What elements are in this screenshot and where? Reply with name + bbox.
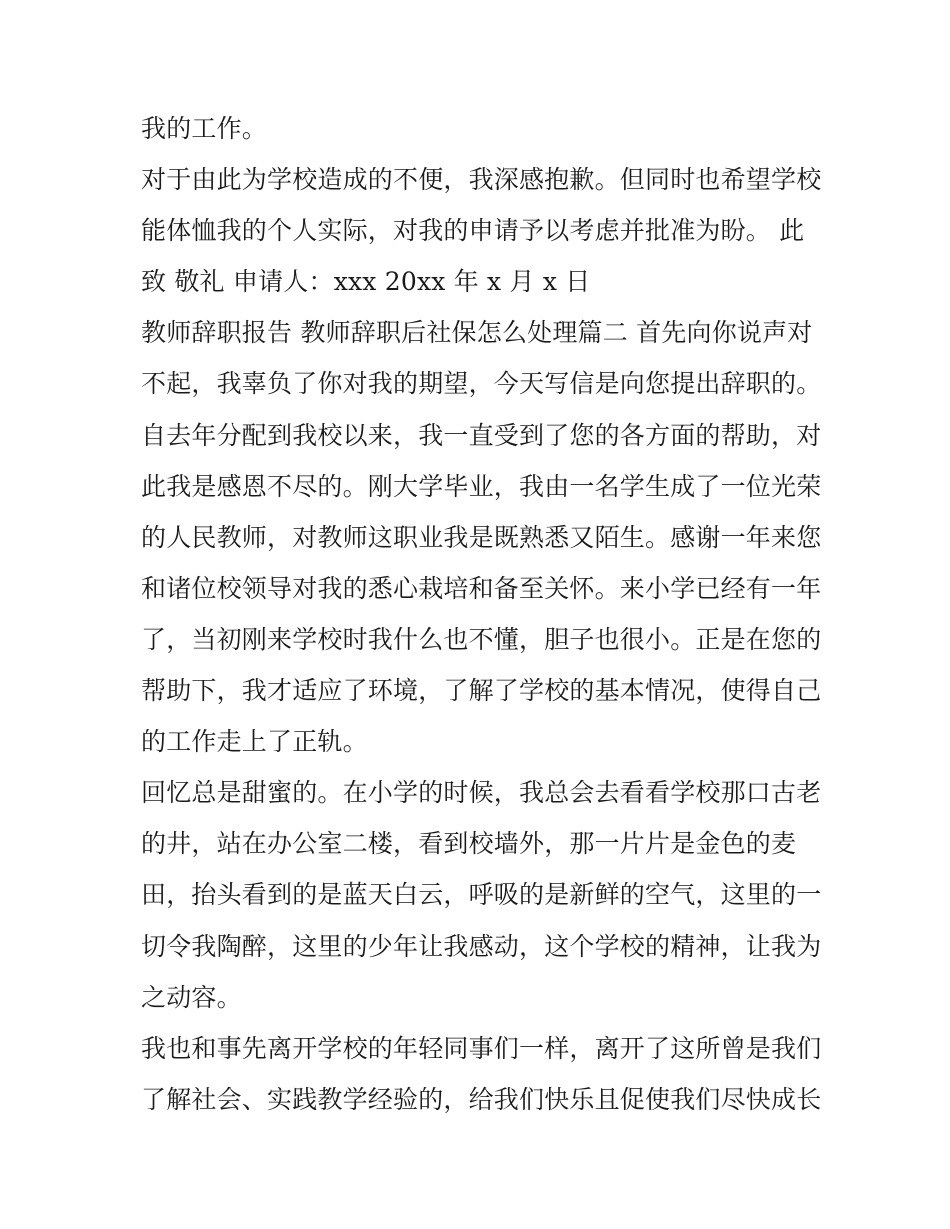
text-line: 致 敬礼 申请人：xxx 20xx 年 x 月 x 日 xyxy=(141,267,591,297)
text-line: 的工作走上了正轨。 xyxy=(141,727,368,757)
text-line: 回忆总是甜蜜的。在小学的时候，我总会去看看学校那口古老 xyxy=(141,778,822,808)
text-line: 了，当初刚来学校时我什么也不懂，胆子也很小。正是在您的 xyxy=(141,624,822,654)
text-line: 切令我陶醉，这里的少年让我感动，这个学校的精神，让我为 xyxy=(141,931,822,961)
text-line: 我也和事先离开学校的年轻同事们一样，离开了这所曾是我们 xyxy=(141,1033,822,1063)
text-line: 和诸位校领导对我的悉心栽培和备至关怀。来小学已经有一年 xyxy=(141,573,822,603)
text-line: 教师辞职报告 教师辞职后社保怎么处理篇二 首先向你说声对 xyxy=(141,318,813,348)
text-line: 不起，我辜负了你对我的期望，今天写信是向您提出辞职的。 xyxy=(141,369,822,399)
text-line: 之动容。 xyxy=(141,982,242,1012)
text-line: 能体恤我的个人实际，对我的申请予以考虑并批准为盼。 此 xyxy=(141,216,805,246)
text-line: 田，抬头看到的是蓝天白云，呼吸的是新鲜的空气，这里的一 xyxy=(141,880,822,910)
text-line: 了解社会、实践教学经验的，给我们快乐且促使我们尽快成长 xyxy=(141,1084,822,1114)
body-text xyxy=(141,108,821,1130)
text-line: 此我是感恩不尽的。刚大学毕业，我由一名学生成了一位光荣 xyxy=(141,471,822,501)
text-line: 我的工作。 xyxy=(141,114,268,143)
text-line: 自去年分配到我校以来，我一直受到了您的各方面的帮助，对 xyxy=(141,420,822,450)
text-line: 对于由此为学校造成的不便，我深感抱歉。但同时也希望学校 xyxy=(141,165,822,195)
text-line: 帮助下，我才适应了环境，了解了学校的基本情况，使得自己 xyxy=(141,676,822,706)
text-line: 的人民教师，对教师这职业我是既熟悉又陌生。感谢一年来您 xyxy=(141,522,822,552)
text-line: 的井，站在办公室二楼，看到校墙外，那一片片是金色的麦 xyxy=(141,829,797,859)
